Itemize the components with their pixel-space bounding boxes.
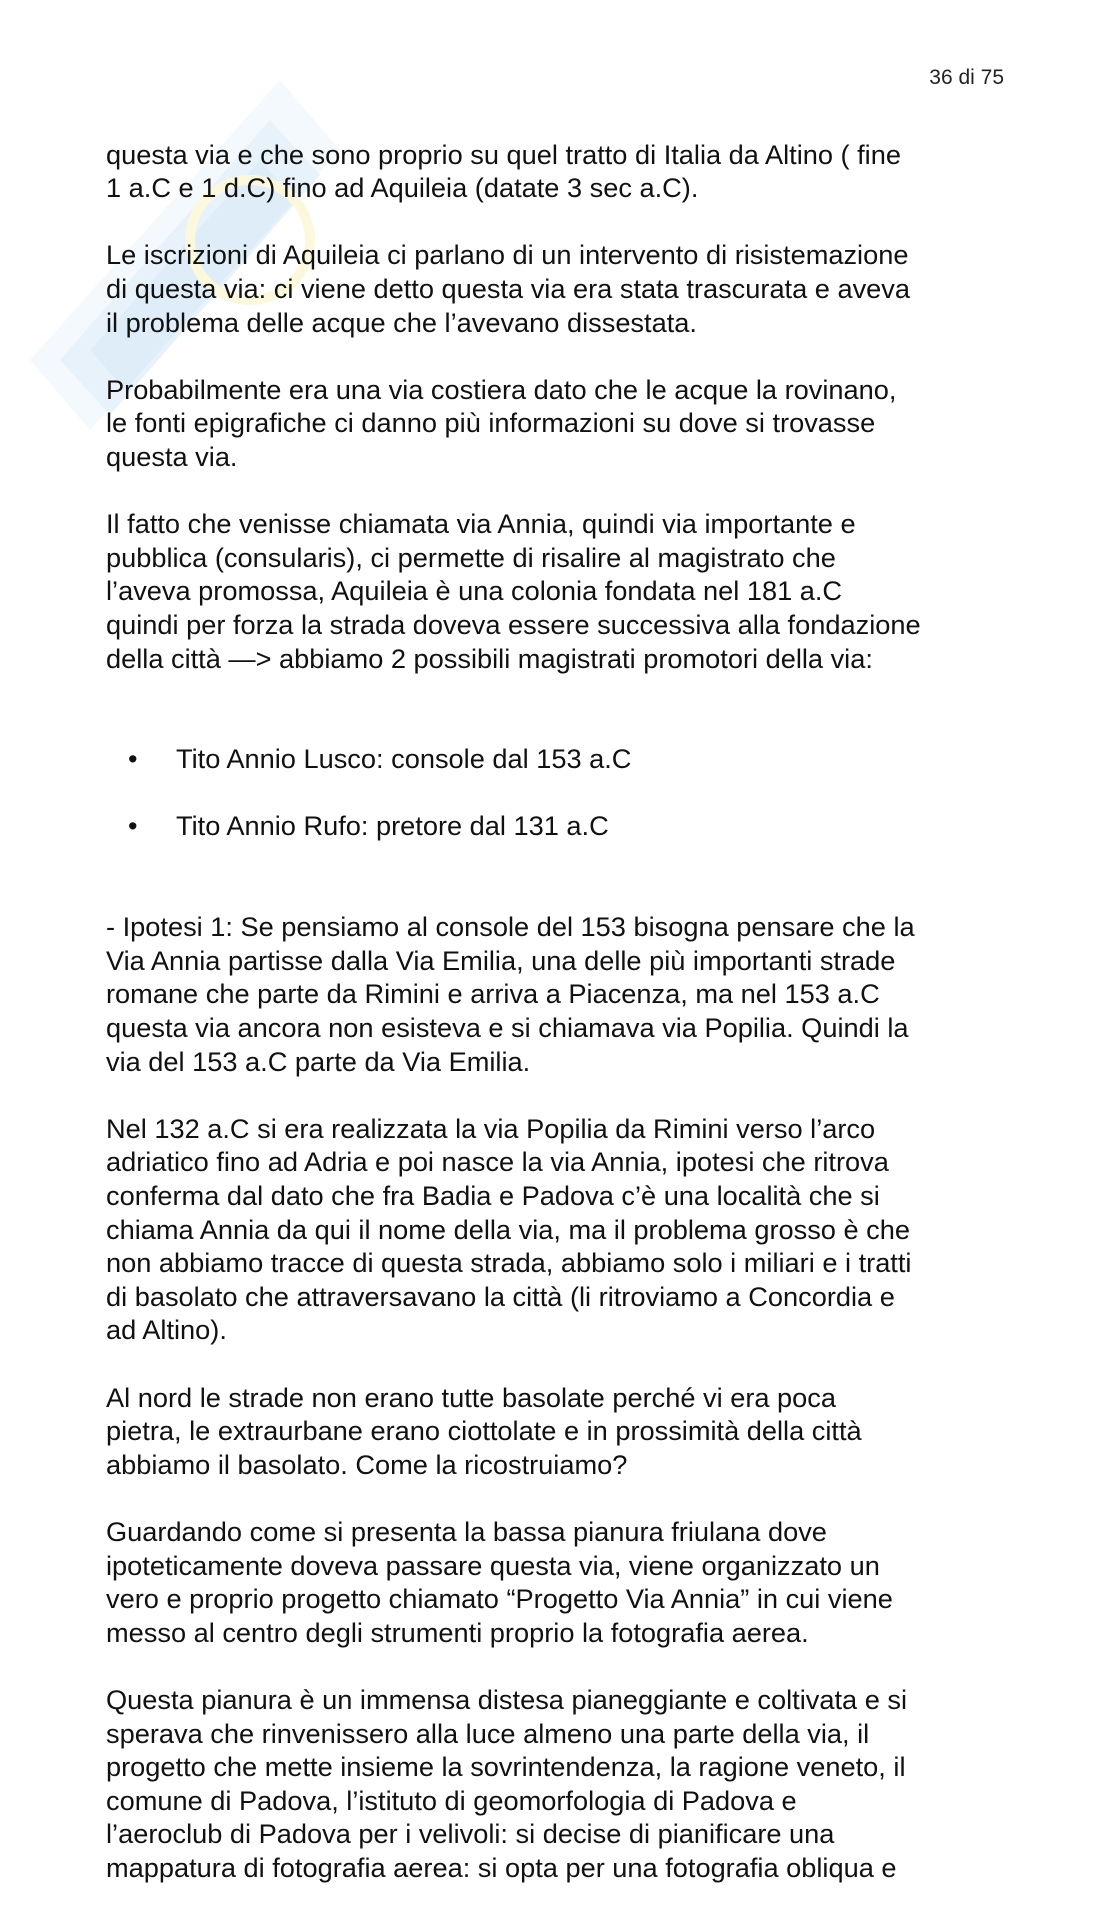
list-item bbox=[106, 809, 1006, 843]
paragraph: Le iscrizioni di Aquileia ci parlano di un intervento di risistemazione di questa via: ci viene detto questa via era stata trascurata e aveva il problema delle acque che l’avevano dissestata. bbox=[106, 239, 911, 338]
bullet-icon: • bbox=[128, 743, 138, 775]
page-number: 36 di 75 bbox=[929, 66, 1004, 89]
paragraph: Nel 132 a.C si era realizzata la via Popilia da Rimini verso l’arco adriatico fino ad Adria e poi nasce la via Annia, ipotesi che ritrova conferma dal dato che fra Badia e Padova c’è una località che si chiama Annia da qui il nome della via, ma il problema grosso è che non abbiamo tracce di questa strada, abbiamo solo i miliari e i tratti di basolato che attraversavano la città (li ritroviamo a Concordia e ad Altino). bbox=[106, 1112, 912, 1346]
paragraph: Al nord le strade non erano tutte basolate perché vi era poca pietra, le extraurbane erano ciottolate e in prossimità della città abbiamo il basolato. Come la ricostruiamo? bbox=[106, 1381, 862, 1480]
paragraph: Probabilmente era una via costiera dato che le acque la rovinano, le fonti epigrafiche ci danno più informazioni su dove si trovasse questa via. bbox=[106, 373, 897, 472]
paragraph: Guardando come si presenta la bassa pianura friulana dove ipoteticamente doveva passare questa via, viene organizzato un vero e proprio progetto chiamato “Progetto Via Annia” in cui viene messo al centro degli strumenti proprio la fotografia aerea. bbox=[106, 1515, 893, 1648]
magistrates-list bbox=[106, 709, 1006, 877]
list-item-text: Tito Annio Rufo: pretore dal 131 a.C bbox=[176, 810, 609, 842]
list-item bbox=[106, 742, 1006, 776]
paragraph: questa via e che sono proprio su quel tratto di Italia da Altino ( fine 1 a.C e 1 d.C) fino ad Aquileia (datate 3 sec a.C). bbox=[106, 138, 901, 204]
paragraph: - Ipotesi 1: Se pensiamo al console del 153 bisogna pensare che la Via Annia partisse dalla Via Emilia, una delle più importanti strade romane che parte da Rimini e arriva a Piacenza, ma nel 153 a.C questa via ancora non esisteva e si chiamava via Popilia. Quindi la via del 153 a.C parte da Via Emilia. bbox=[106, 911, 915, 1077]
bullet-icon: • bbox=[128, 810, 138, 842]
list-item-text: Tito Annio Lusco: console dal 153 a.C bbox=[176, 743, 632, 775]
document-body bbox=[106, 104, 1006, 1918]
paragraph: Il fatto che venisse chiamata via Annia, quindi via importante e pubblica (consularis), ci permette di risalire al magistrato che l’aveva promossa, Aquileia è una colonia fondata nel 181 a.C quindi per forza la strada doveva essere successiva alla fondazione della città —> abbiamo 2 possibili magistrati promotori della via: bbox=[106, 508, 921, 674]
paragraph: Questa pianura è un immensa distesa pianeggiante e coltivata e si sperava che rinvenissero alla luce almeno una parte della via, il progetto che mette insieme la sovrintendenza, la ragione veneto, il comune di Padova, l’istituto di geomorfologia di Padova e l’aeroclub di Padova per i velivoli: si decise di pianificare una mappatura di fotografia aerea: si opta per una fotografia obliqua e bbox=[106, 1683, 908, 1883]
